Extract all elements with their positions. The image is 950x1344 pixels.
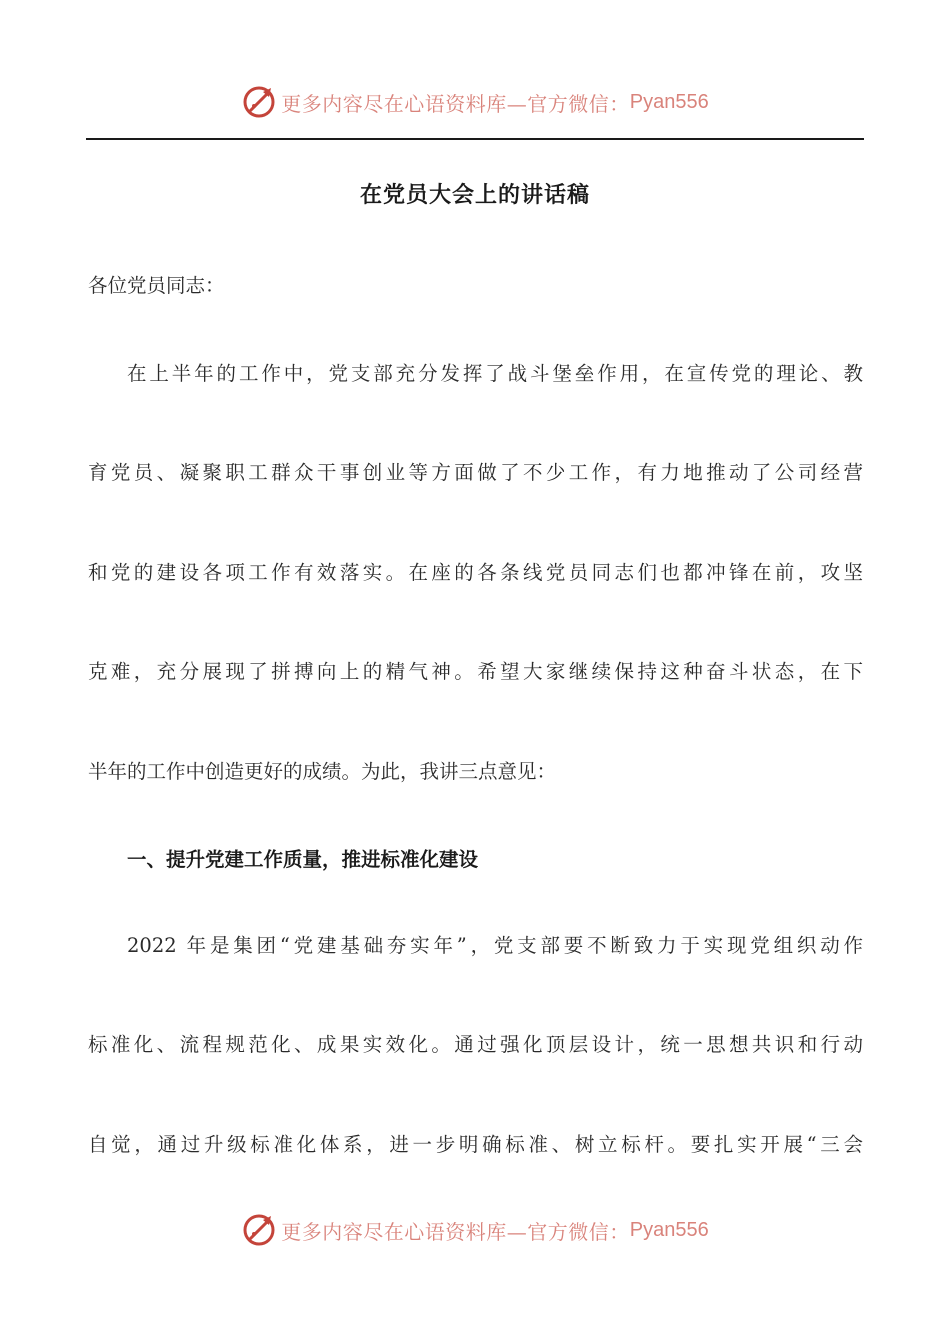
banner-wechat-id: Pyan556: [629, 90, 709, 113]
paragraph-line: 在上半年的工作中，党支部充分发挥了战斗堡垒作用，在宣传党的理论、教: [127, 362, 863, 385]
banner-wechat-id: Pyan556: [629, 1218, 709, 1241]
paragraph-line: 标准化、流程规范化、成果实效化。通过强化顶层设计，统一思想共识和行动: [88, 1033, 863, 1056]
banner-text: 更多内容尽在心语资料库—官方微信：: [281, 1219, 630, 1244]
paragraph-line: 克难，充分展现了拼搏向上的精气神。希望大家继续保持这种奋斗状态，在下: [88, 660, 863, 683]
paragraph-line: 半年的工作中创造更好的成绩。为此，我讲三点意见：: [88, 760, 557, 783]
section-heading: 一、提升党建工作质量，推进标准化建设: [127, 848, 479, 871]
footer-banner: [0, 1210, 950, 1250]
paragraph-line: 2022 年是集团“党建基础夯实年”，党支部要不断致力于实现党组织动作: [127, 934, 863, 957]
paragraph-line: 自觉，通过升级标准化体系，进一步明确标准、树立标杆。要扎实开展“三会: [88, 1133, 863, 1156]
header-banner: [0, 82, 950, 122]
pen-nib-logo-icon: [241, 1212, 277, 1248]
banner-text: 更多内容尽在心语资料库—官方微信：: [281, 91, 630, 116]
paragraph-line: 和党的建设各项工作有效落实。在座的各条线党员同志们也都冲锋在前，攻坚: [88, 561, 863, 584]
paragraph-line: 育党员、凝聚职工群众干事创业等方面做了不少工作，有力地推动了公司经营: [88, 461, 863, 484]
document-title: 在党员大会上的讲话稿: [359, 183, 590, 208]
header-divider: [86, 138, 864, 140]
pen-nib-logo-icon: [241, 84, 277, 120]
salutation: 各位党员同志：: [88, 274, 225, 297]
